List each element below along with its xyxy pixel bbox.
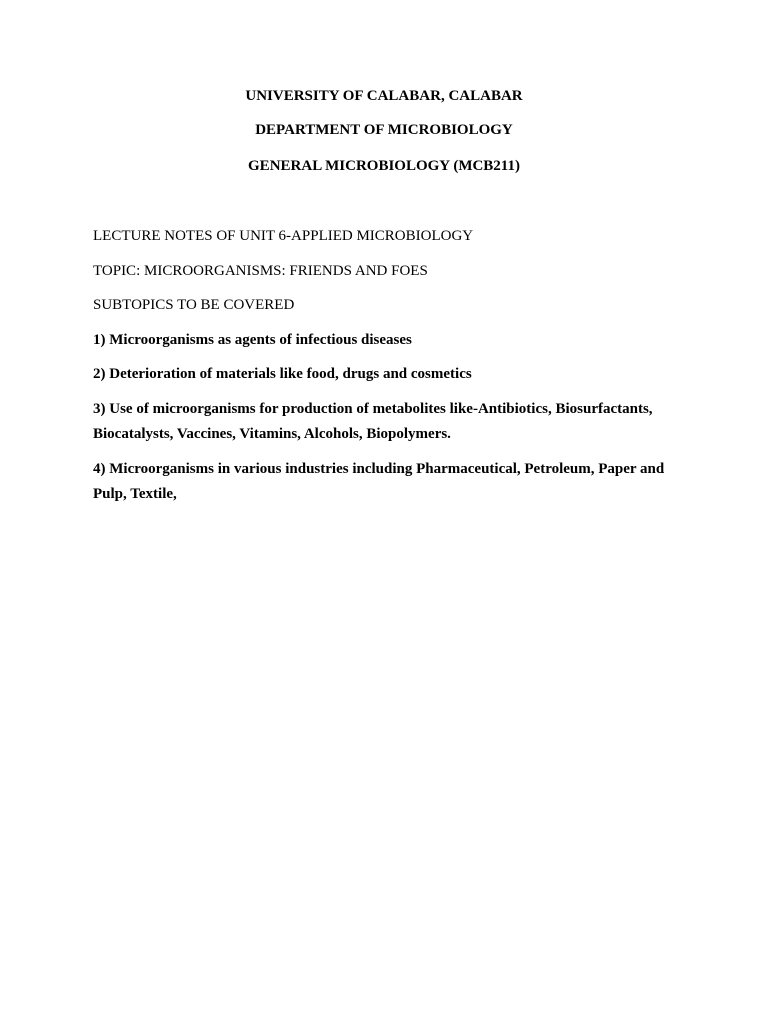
subtopic-item: 3) Use of microorganisms for production of metabolites like-Antibiotics, Biosurfactants, Biocatalysts, Vaccines, Vitamins, Alcohols, Biopolymers. (93, 401, 653, 442)
course-title: GENERAL MICROBIOLOGY (MCB211) (248, 158, 520, 174)
department-title: DEPARTMENT OF MICROBIOLOGY (255, 122, 513, 138)
subtopics-heading: SUBTOPICS TO BE COVERED (93, 297, 295, 313)
subtopic-item: 1) Microorganisms as agents of infectious diseases (93, 332, 412, 348)
university-title: UNIVERSITY OF CALABAR, CALABAR (245, 88, 523, 104)
subtopic-item: 2) Deterioration of materials like food, drugs and cosmetics (93, 366, 472, 382)
lecture-notes-line: LECTURE NOTES OF UNIT 6-APPLIED MICROBIOLOGY (93, 228, 474, 244)
topic-line: TOPIC: MICROORGANISMS: FRIENDS AND FOES (93, 263, 428, 279)
subtopic-item: 4) Microorganisms in various industries including Pharmaceutical, Petroleum, Paper and Pulp, Textile, (93, 461, 665, 502)
